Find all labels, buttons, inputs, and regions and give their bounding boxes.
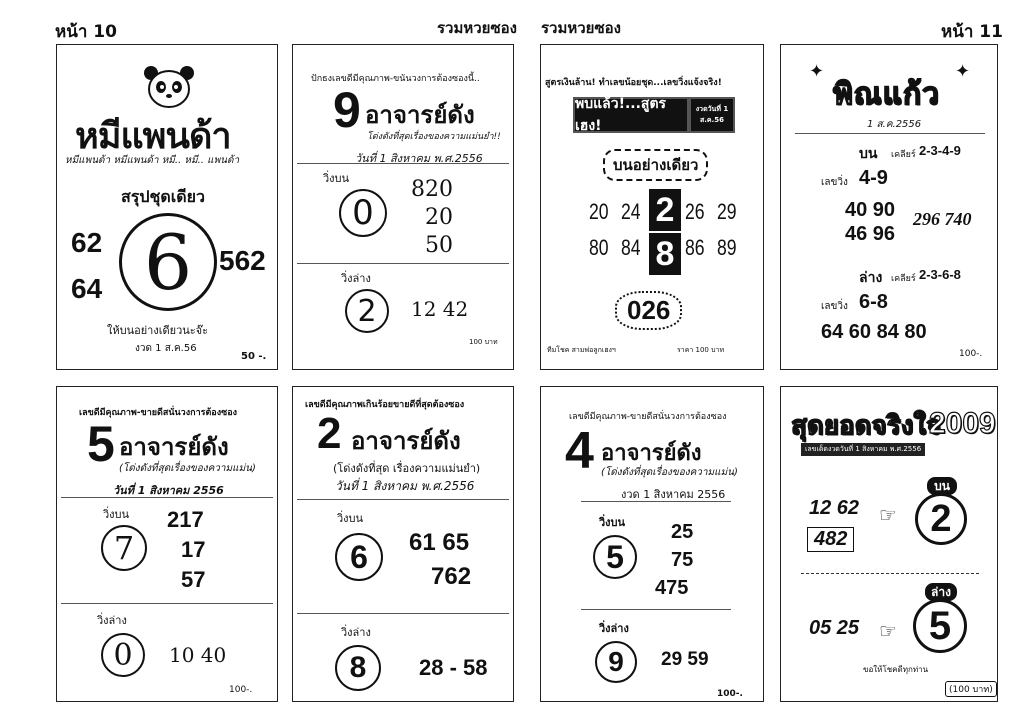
card-sootheng — [540, 44, 764, 370]
card8-hand-icon-bottom: ☞ — [879, 619, 897, 643]
card4-nums-a: 40 90 — [845, 199, 896, 221]
card8-top-digit: 2 — [930, 497, 952, 540]
card-panda — [56, 44, 278, 370]
card3-row2-right-1: 86 — [685, 235, 705, 260]
card8-hand-icon-top: ☞ — [879, 503, 897, 527]
card3-row2-left-2: 84 — [621, 235, 641, 260]
card8-bottom-circle — [913, 599, 967, 653]
card4-run-2: 6-8 — [859, 291, 888, 313]
card4-run-label-2: เลขวิ่ง — [821, 301, 848, 312]
card8-title: สุดยอดจริงใจ — [791, 410, 942, 440]
card4-star-left-icon: ✦ — [809, 61, 825, 82]
card1-left-top: 62 — [71, 227, 103, 258]
card8-bottom-nums: 05 25 — [809, 617, 860, 639]
card8-title-year: 2009 — [929, 407, 996, 440]
card6-date: วันที่ 1 สิงหาคม พ.ศ.2556 — [335, 479, 475, 493]
card7-top-num-2: 75 — [671, 549, 694, 571]
card7-top-text: เลขดีมีคุณภาพ-ขายดีสนั่นวงการต้องซอง — [569, 412, 727, 422]
right-section-title: รวมหวยซอง — [541, 19, 621, 37]
card8-boxed: 482 — [807, 527, 854, 552]
card4-run-label-1: เลขวิ่ง — [821, 177, 848, 188]
card5-top-label: วิ่งบน — [103, 508, 130, 521]
card2-top-circle — [339, 189, 387, 237]
card2-divider-1 — [297, 163, 509, 164]
card5-brand-num: 5 — [87, 416, 115, 472]
card7-bottom-circle — [595, 641, 637, 683]
card5-top-num-1: 217 — [167, 507, 204, 532]
card1-price: 50 -. — [241, 351, 267, 362]
card2-top-num-3: 50 — [425, 233, 453, 258]
card-5-ajarn — [56, 386, 278, 702]
card2-divider-2 — [297, 263, 509, 264]
card6-top-digit: 6 — [350, 538, 368, 575]
card2-top-label: วิ่งบน — [323, 172, 350, 185]
card2-price: 100 บาท — [469, 338, 498, 346]
card8-price: (100 บาท) — [945, 681, 997, 697]
card2-bottom-circle — [345, 289, 389, 333]
card7-bottom-label: วิ่งล่าง — [599, 623, 629, 635]
card8-top-circle — [915, 493, 967, 545]
card6-bottom-digit: 8 — [349, 651, 367, 684]
card2-bottom-label: วิ่งล่าง — [341, 272, 371, 285]
card4-bottom-label: ล่าง — [859, 269, 883, 285]
card8-bottom-digit: 5 — [928, 603, 952, 648]
card6-bottom-label: วิ่งล่าง — [341, 626, 371, 639]
card7-brand-num: 4 — [565, 422, 594, 480]
card1-tagline: หมีแพนด้า หมีแพนด้า หมี.. หมี.. แพนด้า — [65, 155, 240, 166]
card4-bottom-clear: 2-3-6-8 — [919, 267, 961, 282]
card1-center-digit: 6 — [143, 217, 193, 307]
card5-top-text: เลขดีมีคุณภาพ-ขายดีสนั่นวงการต้องซอง — [79, 408, 238, 418]
card3-row2-mid: 8 — [649, 233, 681, 275]
card4-top-label: บน — [859, 145, 878, 161]
card7-brand: อาจารย์ดัง — [601, 440, 702, 465]
card2-slogan: โด่งดังที่สุดเรื่องของความแม่นยำ!! — [367, 132, 501, 142]
card5-bottom-circle — [101, 633, 145, 677]
card7-top-digit: 5 — [606, 538, 624, 575]
card7-top-label: วิ่งบน — [599, 517, 626, 529]
card1-center-circle — [119, 213, 217, 311]
card5-date: วันที่ 1 สิงหาคม 2556 — [113, 484, 224, 497]
card6-bottom-nums: 28 - 58 — [419, 655, 488, 680]
card6-top-circle — [335, 533, 383, 581]
card6-slogan: (โด่งดังที่สุด เรื่องความแม่นยำ) — [333, 462, 481, 475]
card3-row1-mid: 2 — [649, 189, 681, 231]
card1-subtitle: สรุปชุดเดียว — [121, 189, 205, 206]
card3-row2-left-1: 80 — [589, 235, 609, 260]
card6-brand: อาจารย์ดัง — [351, 428, 461, 455]
card7-date: งวด 1 สิงหาคม 2556 — [621, 488, 726, 501]
card2-top-num-2: 20 — [425, 205, 453, 230]
card5-bottom-digit: 0 — [113, 637, 133, 673]
card5-top-digit: 7 — [113, 529, 135, 567]
card6-brand-num: 2 — [317, 409, 342, 458]
card2-bottom-digit: 2 — [357, 293, 377, 329]
card4-nums-side: 296 740 — [913, 209, 972, 229]
card6-bottom-circle — [335, 645, 381, 691]
card3-burst: 026 — [615, 291, 682, 330]
card2-top-text: ปักธงเลขดีมีคุณภาพ-ขนันวงการต้องซองนี้.. — [311, 74, 480, 84]
card6-top-num-2: 762 — [431, 563, 472, 590]
card6-top-label: วิ่งบน — [337, 512, 364, 525]
card6-top-num-1: 61 65 — [409, 529, 470, 556]
card-sudyod — [780, 386, 998, 702]
card7-price: 100-. — [717, 689, 743, 699]
card7-divider-1 — [581, 501, 731, 502]
card7-divider-2 — [581, 609, 731, 610]
card3-row1-left-1: 20 — [589, 199, 609, 224]
card8-subtitle: เลขเด็ดงวดวันที่ 1 สิงหาคม พ.ศ.2556 — [801, 443, 925, 456]
card1-left-bottom: 64 — [71, 273, 103, 304]
panda-icon — [143, 65, 195, 109]
card5-brand: อาจารย์ดัง — [119, 434, 229, 461]
card5-top-circle — [101, 525, 147, 571]
card8-top-label: บน — [927, 477, 957, 495]
card2-brand: อาจารย์ดัง — [365, 102, 475, 129]
card3-row1-right-1: 26 — [685, 199, 705, 224]
card1-date: งวด 1 ส.ค.56 — [135, 343, 197, 354]
card4-top-clear: 2-3-4-9 — [919, 143, 961, 158]
card2-top-digit: 0 — [352, 193, 374, 233]
card2-bottom-nums: 12 42 — [411, 297, 469, 321]
card4-bottom-nums: 64 60 84 80 — [821, 321, 927, 343]
card3-top-text: สูตรเงินล้าน! ทำเลขน้อยชุด...เลขวิ่งแจ้งจริง! — [545, 78, 722, 88]
card4-price: 100-. — [959, 349, 983, 359]
card8-footer: ขอให้โชคดีทุกท่าน — [863, 665, 929, 674]
card2-date: วันที่ 1 สิงหาคม พ.ศ.2556 — [355, 152, 483, 165]
card5-slogan: (โด่งดังที่สุดเรื่องของความแม่น) — [119, 463, 256, 474]
card2-brand-num: 9 — [333, 82, 361, 138]
card7-top-circle — [593, 535, 637, 579]
left-section-title: รวมหวยซอง — [437, 19, 517, 37]
card3-banner-side: งวดวันที่ 1 ส.ค.56 — [689, 97, 735, 133]
card2-top-num-1: 820 — [411, 177, 453, 202]
card-9-ajarn — [292, 44, 514, 370]
card5-price: 100-. — [229, 685, 253, 695]
card4-top-clear-label: เคลียร์ — [891, 150, 916, 160]
card3-label: บนอย่างเดียว — [603, 149, 708, 181]
card3-footer-right: ราคา 100 บาท — [677, 346, 725, 354]
card3-row2-right-2: 89 — [717, 235, 737, 260]
card8-divider — [801, 573, 979, 574]
card-4-ajarn — [540, 386, 764, 702]
card4-bottom-clear-label: เคลียร์ — [891, 274, 916, 284]
right-page-number: หน้า 11 — [941, 22, 1003, 42]
card3-banner: พบแล้ว!...สูตรเฮง! — [573, 97, 689, 133]
card4-divider — [795, 133, 985, 134]
card7-top-num-1: 25 — [671, 521, 694, 543]
card6-divider-2 — [297, 613, 509, 614]
card5-divider-2 — [61, 603, 273, 604]
card8-bottom-label: ล่าง — [925, 583, 957, 601]
card4-date: 1 ส.ค.2556 — [867, 119, 922, 130]
card6-top-text: เลขดีมีคุณภาพเกินร้อยขายดีที่สุดต้องซอง — [305, 400, 465, 410]
left-page-number: หน้า 10 — [55, 22, 117, 42]
card5-bottom-nums: 10 40 — [169, 643, 227, 667]
card5-top-num-3: 57 — [181, 567, 206, 592]
card7-bottom-nums: 29 59 — [661, 649, 709, 670]
card-2-ajarn — [292, 386, 514, 702]
card4-nums-b: 46 96 — [845, 223, 896, 245]
card5-top-num-2: 17 — [181, 537, 206, 562]
card1-title: หมีแพนด้า — [75, 115, 231, 156]
card-pinkaew — [780, 44, 998, 370]
card1-right: 562 — [219, 245, 266, 276]
card7-slogan: (โด่งดังที่สุดเรื่องของความแม่น) — [601, 467, 738, 478]
card3-row1-right-2: 29 — [717, 199, 737, 224]
card3-footer-left: ทีมโชค สามพ่อลูกเฮงฯ — [547, 346, 616, 354]
card6-divider-1 — [297, 499, 509, 500]
card7-bottom-digit: 9 — [608, 646, 624, 677]
card8-top-nums: 12 62 — [809, 497, 860, 519]
card4-run-1: 4-9 — [859, 167, 888, 189]
card5-bottom-label: วิ่งล่าง — [97, 614, 127, 627]
card1-note: ให้บนอย่างเดียวนะจ๊ะ — [107, 324, 209, 337]
card7-top-num-3: 475 — [655, 577, 689, 599]
card5-divider-1 — [61, 497, 273, 498]
card3-row1-left-2: 24 — [621, 199, 641, 224]
card4-title: พิณแก้ว — [833, 78, 940, 111]
card4-star-right-icon: ✦ — [955, 61, 971, 82]
